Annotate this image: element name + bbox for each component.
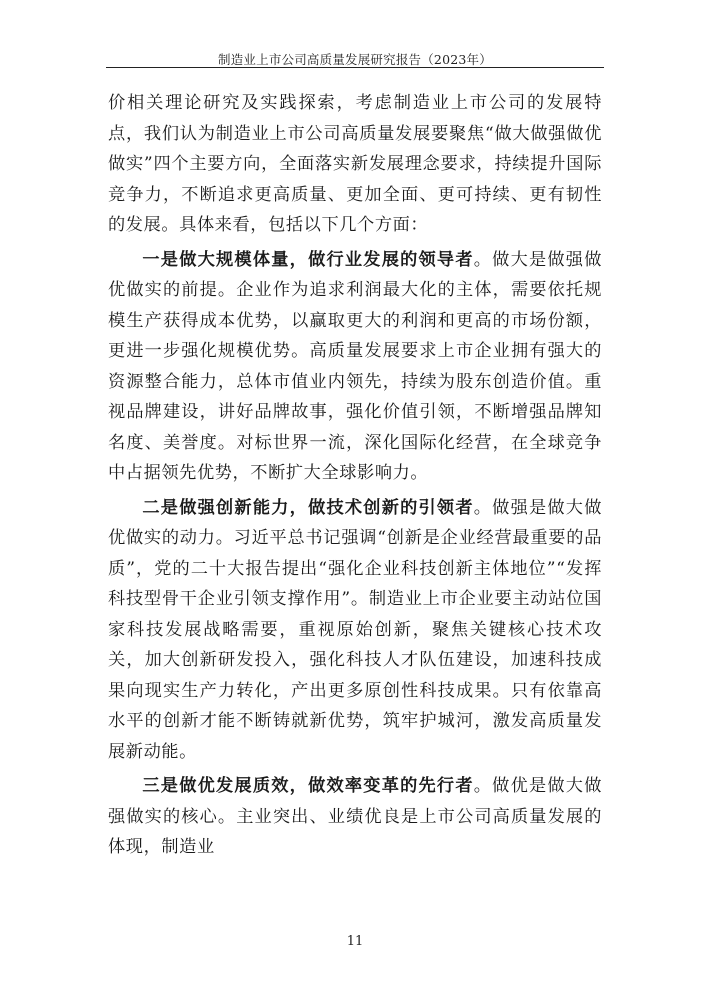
section-three-heading: 三是做优发展质效，做效率变革的先行者 — [142, 776, 474, 796]
section-three-text: 。做优是做大做强做实的核心。主业突出、业绩优良是上市公司高质量发展的体现，制造业 — [108, 776, 602, 857]
report-body — [108, 88, 602, 863]
page-number: 11 — [346, 934, 364, 949]
section-one-paragraph — [108, 245, 602, 489]
section-two-text: 。做强是做大做优做实的动力。习近平总书记强调“创新是企业经营最重要的品质”，党的二十大报告提出“强化企业科技创新主体地位”“发挥科技型骨干企业引领支撑作用”。制造业上市企业要主动站位国家科技发展战略需要，重视原始创新，聚焦关键核心技术攻关，加大创新研发投入，强化科技人才队伍建设，加速科技成果向现实生产力转化，产出更多原创性科技成果。只有依靠高水平的创新才能不断铸就新优势，筑牢护城河，激发高质量发展新动能。 — [108, 497, 602, 762]
section-three-paragraph — [108, 771, 602, 863]
section-one-heading: 一是做大规模体量，做行业发展的领导者 — [142, 249, 474, 270]
header-divider — [106, 67, 604, 68]
section-one-text: 。做大是做强做优做实的前提。企业作为追求利润最大化的主体，需要依托规模生产获得成本优势，以赢取更大的利润和更高的市场份额，更进一步强化规模优势。高质量发展要求上市企业拥有强大的资源整合能力，总体市值业内领先，持续为股东创造价值。重视品牌建设，讲好品牌故事，强化价值引领，不断增强品牌知名度、美誉度。对标世界一流，深化国际化经营，在全球竞争中占据领先优势，不断扩大全球影响力。 — [108, 249, 602, 483]
section-two-paragraph — [108, 493, 602, 768]
section-two-heading: 二是做强创新能力，做技术创新的引领者 — [142, 497, 474, 518]
intro-paragraph: 价相关理论研究及实践探索，考虑制造业上市公司的发展特点，我们认为制造业上市公司高质量发展要聚焦“做大做强做优做实”四个主要方向，全面落实新发展理念要求，持续提升国际竞争力，不断追求更高质量、更加全面、更可持续、更有韧性的发展。具体来看，包括以下几个方面： — [108, 93, 602, 235]
page-header: 制造业上市公司高质量发展研究报告（2023年） — [218, 52, 492, 67]
